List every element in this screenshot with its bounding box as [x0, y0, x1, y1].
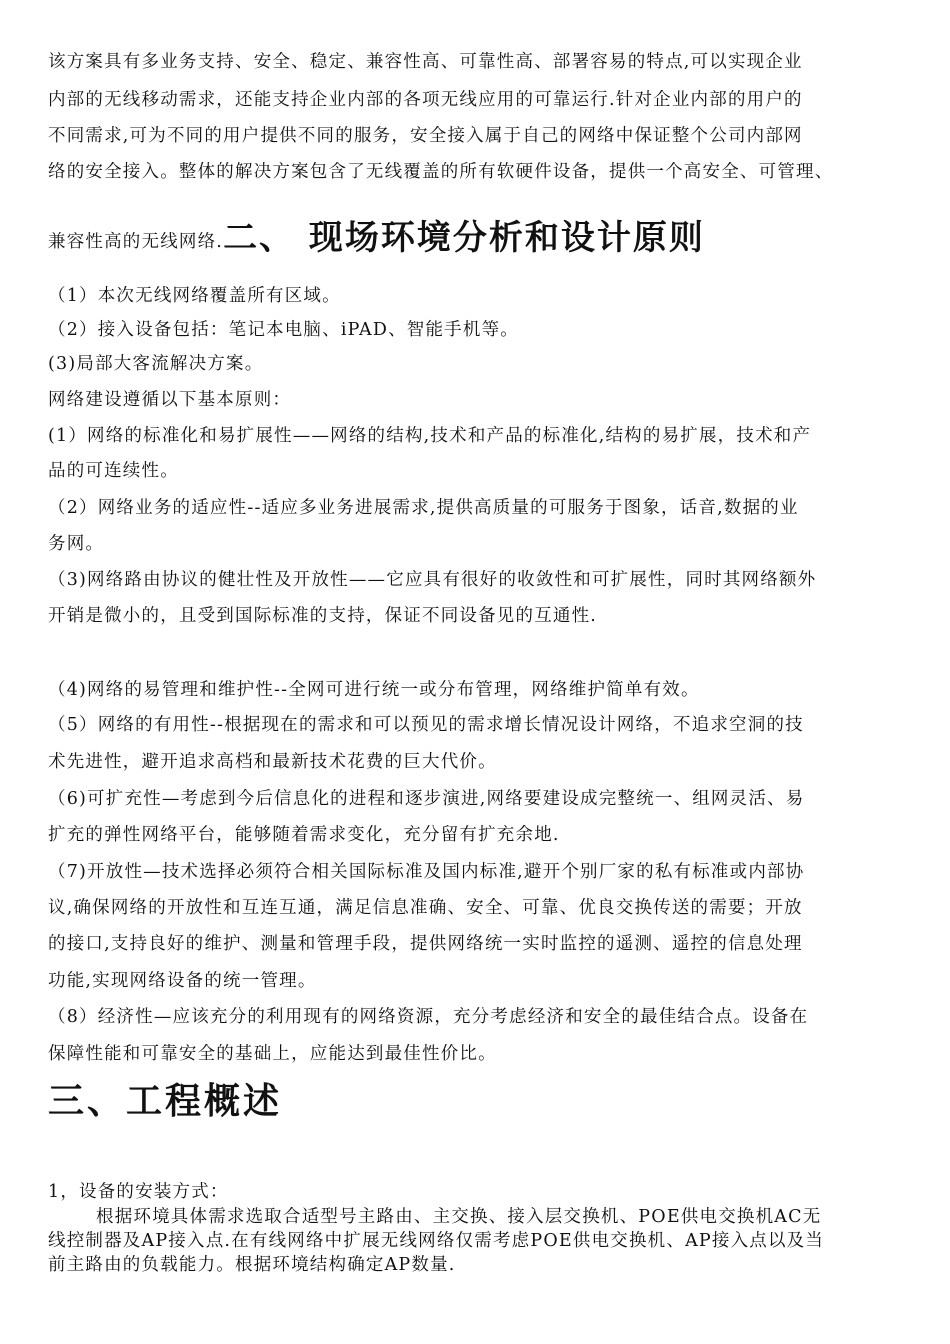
section2-line-17: 议,确保网络的开放性和互连互通，满足信息准确、安全、可靠、优良交换传送的需要；开放: [48, 898, 803, 918]
section3-para-line-3: 前主路由的负载能力。根据环境结构确定AP数量.: [48, 1255, 456, 1275]
section2-line-13: 术先进性，避开追求高档和最新技术花费的巨大代价。: [48, 752, 497, 772]
section2-line-10: 开销是微小的，且受到国际标准的支持，保证不同设备见的互通性.: [48, 606, 598, 626]
section2-line-7: （2）网络业务的适应性--适应多业务进展需求,提供高质量的可服务于图象，话音,数据的业: [48, 498, 799, 518]
intro-line-4: 络的安全接入。整体的解决方案包含了无线覆盖的所有软硬件设备，提供一个高安全、可管理、: [48, 162, 834, 182]
section2-line-16: （7)开放性—技术选择必须符合相关国际标准及国内标准,避开个别厂家的私有标准或内部协: [48, 862, 805, 882]
intro-last-line-with-heading: [48, 218, 908, 262]
section2-line-1: （1）本次无线网络覆盖所有区域。: [48, 286, 341, 306]
intro-line-5: 兼容性高的无线网络.: [48, 232, 224, 252]
section-3-heading: 三、工程概述: [48, 1081, 283, 1122]
section2-line-18: 的接口,支持良好的维护、测量和管理手段，提供网络统一实时监控的遥测、遥控的信息处理: [48, 934, 803, 954]
section2-line-5: (1）网络的标准化和易扩展性——网络的结构,技术和产品的标准化,结构的易扩展，技术和产: [48, 426, 812, 446]
section2-line-9: （3)网络路由协议的健壮性及开放性——它应具有很好的收敛性和可扩展性，同时其网络额外: [48, 570, 817, 590]
section3-item-1-label: 1，设备的安装方式：: [48, 1182, 229, 1202]
section2-line-11: （4)网络的易管理和维护性--全网可进行统一或分布管理，网络维护简单有效。: [48, 680, 700, 700]
section2-line-20: （8）经济性—应该充分的利用现有的网络资源，充分考虑经济和安全的最佳结合点。设备在: [48, 1007, 809, 1027]
section2-line-19: 功能,实现网络设备的统一管理。: [48, 971, 317, 991]
section2-line-4: 网络建设遵循以下基本原则：: [48, 390, 292, 410]
intro-line-2: 内部的无线移动需求，还能支持企业内部的各项无线应用的可靠运行.针对企业内部的用户的: [48, 90, 803, 110]
section2-line-8: 务网。: [48, 534, 105, 554]
intro-line-3: 不同需求,可为不同的用户提供不同的服务，安全接入属于自己的网络中保证整个公司内部网: [48, 126, 803, 146]
section2-line-2: （2）接入设备包括：笔记本电脑、iPAD、智能手机等。: [48, 320, 519, 340]
section2-line-14: （6)可扩充性—考虑到今后信息化的进程和逐步演进,网络要建设成完整统一、组网灵活、易: [48, 789, 805, 809]
section3-para-line-2: 线控制器及AP接入点.在有线网络中扩展无线网络仅需考虑POE供电交换机、AP接入点以及当: [48, 1231, 825, 1251]
section2-line-15: 扩充的弹性网络平台，能够随着需求变化，充分留有扩充余地.: [48, 825, 560, 845]
section2-line-21: 保障性能和可靠安全的基础上，应能达到最佳性价比。: [48, 1044, 497, 1064]
section-2-heading: 二、 现场环境分析和设计原则: [223, 218, 705, 258]
section2-line-6: 品的可连续性。: [48, 461, 179, 481]
intro-line-1: 该方案具有多业务支持、安全、稳定、兼容性高、可靠性高、部署容易的特点,可以实现企业: [48, 52, 803, 72]
section3-para-line-1: 根据环境具体需求选取合适型号主路由、主交换、接入层交换机、POE供电交换机AC无: [96, 1207, 822, 1227]
section2-line-12: （5）网络的有用性--根据现在的需求和可以预见的需求增长情况设计网络，不追求空洞的技: [48, 715, 804, 735]
section2-line-3: (3)局部大客流解决方案。: [48, 354, 264, 374]
